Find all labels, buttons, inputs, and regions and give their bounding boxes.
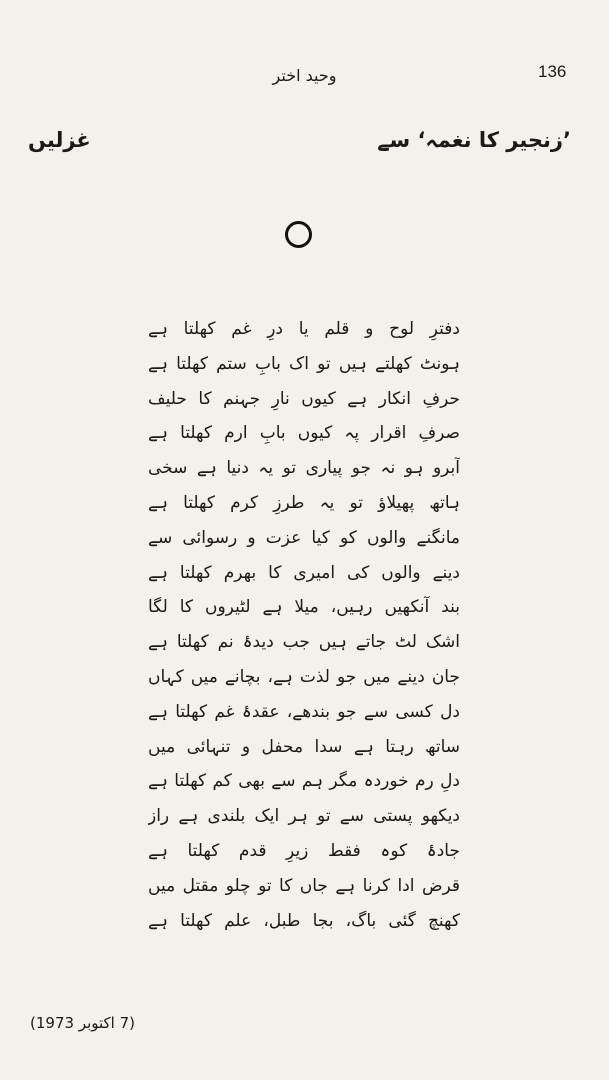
poem-line: قرض ادا کرنا ہے جاں کا تو چلو مقتل میں (148, 875, 460, 896)
poem-line: دل کسی سے جو بندھے، عقدۂ غم کھلتا ہے (148, 701, 460, 722)
genre-title: غزلیں (28, 128, 91, 152)
poem-line: دفترِ لوح و قلم یا درِ غم کھلتا ہے (148, 319, 460, 339)
poem-line: بند آنکھیں رہیں، میلا ہے لٹیروں کا لگا (148, 597, 460, 618)
source-title: ’زنجیر کا نغمہ‘ سے (377, 128, 571, 152)
poem-line: مانگنے والوں کو کیا عزت و رسوائی سے (148, 527, 460, 548)
poem-line: جادۂ کوہ فقط زیرِ قدم کھلتا ہے (148, 840, 460, 861)
circle-ornament-icon (285, 221, 312, 248)
poem-line: کھنچ گئی باگ، بجا طبل، علم کھلتا ہے (148, 910, 460, 931)
author-name: وحید اختر (272, 66, 337, 85)
poem-line: دلِ رم خوردہ مگر ہم سے بھی کم کھلتا ہے (148, 771, 460, 792)
poem-line: ہاتھ پھیلاؤ تو یہ طرزِ کرم کھلتا ہے (148, 492, 460, 513)
poem-line: آبرو ہو نہ جو پیاری تو یہ دنیا ہے سخی (148, 458, 460, 479)
poem-line: حرفِ انکار ہے کیوں نارِ جہنم کا حلیف (148, 388, 460, 409)
poem-line: ساتھ رہتا ہے سدا محفل و تنہائی میں (148, 736, 460, 757)
poem-line: اشک لٹ جاتے ہیں جب دیدۂ نم کھلتا ہے (148, 632, 460, 653)
page-number: 136 (538, 62, 567, 81)
poem-line: صرفِ اقرار پہ کیوں بابِ ارم کھلتا ہے (148, 423, 460, 444)
poem (148, 312, 460, 938)
poem-line: دیکھو پستی سے تو ہر ایک بلندی ہے راز (148, 806, 460, 827)
composition-date: (7 اکتوبر 1973) (30, 1014, 136, 1032)
poem-line: دینے والوں کی امیری کا بھرم کھلتا ہے (148, 562, 460, 583)
poem-line: جان دینے میں جو لذت ہے، بچانے میں کہاں (148, 666, 460, 687)
poem-line: ہونٹ کھلتے ہیں تو اک بابِ ستم کھلتا ہے (148, 353, 460, 374)
